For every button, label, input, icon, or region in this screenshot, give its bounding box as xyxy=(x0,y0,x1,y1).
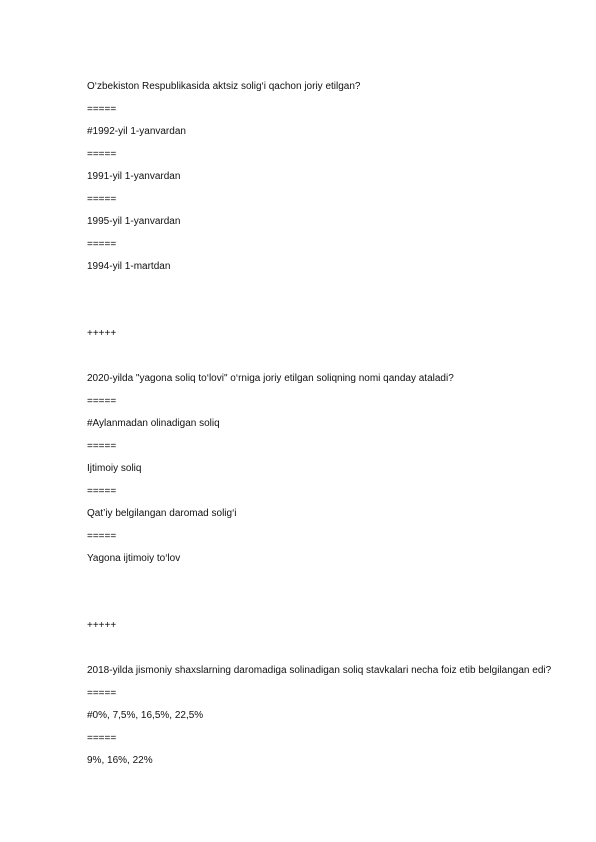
question-2-option-2: Ijtimoiy soliq xyxy=(87,463,142,474)
option-separator: ===== xyxy=(87,104,117,115)
question-2-text: 2020-yilda "yagona soliq to‘lovi" o‘rniga joriy etilgan soliqning nomi qanday ataladi? xyxy=(87,373,454,384)
option-separator: ===== xyxy=(87,531,117,542)
option-separator: ===== xyxy=(87,149,117,160)
question-1-option-1: #1992-yil 1-yanvardan xyxy=(87,126,186,137)
question-3-text: 2018-yilda jismoniy shaxslarning daromadiga solinadigan soliq stavkalari necha foiz etib belgilangan edi? xyxy=(87,665,552,676)
option-separator: ===== xyxy=(87,239,117,250)
question-2-option-4: Yagona ijtimoiy to‘lov xyxy=(87,553,181,564)
question-2-option-1: #Aylanmadan olinadigan soliq xyxy=(87,418,220,429)
question-3-option-1: #0%, 7,5%, 16,5%, 22,5% xyxy=(87,710,204,721)
option-separator: ===== xyxy=(87,441,117,452)
question-1-text: O‘zbekiston Respublikasida aktsiz solig‘i qachon joriy etilgan? xyxy=(87,81,361,92)
question-1-option-3: 1995-yil 1-yanvardan xyxy=(87,216,181,227)
option-separator: ===== xyxy=(87,396,117,407)
question-separator: +++++ xyxy=(87,328,117,339)
question-1-option-2: 1991-yil 1-yanvardan xyxy=(87,171,181,182)
question-separator: +++++ xyxy=(87,620,117,631)
question-3-option-2: 9%, 16%, 22% xyxy=(87,755,153,766)
question-1-option-4: 1994-yil 1-martdan xyxy=(87,261,171,272)
question-2-option-3: Qat’iy belgilangan daromad solig‘i xyxy=(87,508,237,519)
option-separator: ===== xyxy=(87,194,117,205)
option-separator: ===== xyxy=(87,688,117,699)
option-separator: ===== xyxy=(87,733,117,744)
option-separator: ===== xyxy=(87,486,117,497)
